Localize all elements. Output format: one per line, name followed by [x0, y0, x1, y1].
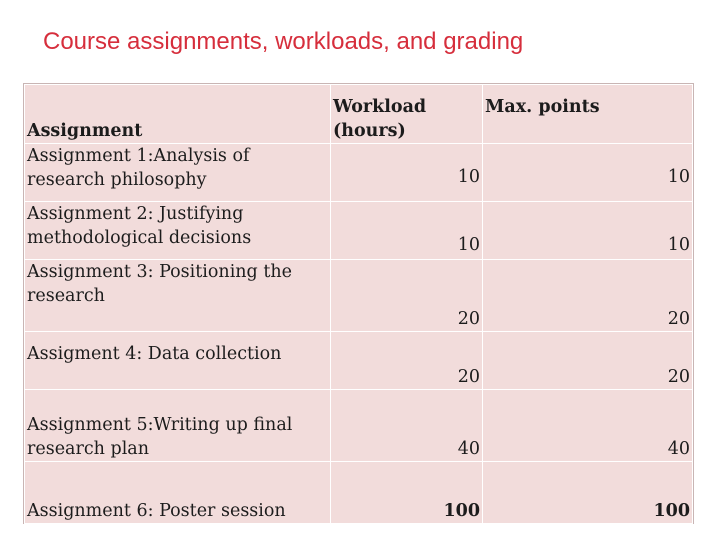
max-points-value: 20 [483, 332, 693, 390]
header-assignment: Assignment [25, 85, 331, 144]
max-points-value: 40 [483, 390, 693, 462]
table-row [25, 260, 693, 332]
workload-value: 40 [331, 390, 483, 462]
max-points-value: 10 [483, 202, 693, 260]
assignment-name: Assignment 2: Justifying methodological decisions [25, 202, 331, 260]
workload-value: 10 [331, 202, 483, 260]
table-row [25, 390, 693, 462]
assignment-name: Assignment 5:Writing up final research plan [25, 390, 331, 462]
max-points-value: 20 [483, 260, 693, 332]
max-points-value: 100 [483, 462, 693, 524]
workload-value: 10 [331, 144, 483, 202]
assignment-name: Assignment 3: Positioning the research [25, 260, 331, 332]
assignment-name: Assignment 1:Analysis of research philosophy [25, 144, 331, 202]
workload-value: 20 [331, 260, 483, 332]
table-row [25, 332, 693, 390]
assignment-name: Assigment 4: Data collection [25, 332, 331, 390]
table-row [25, 462, 693, 524]
slide-title: Course assignments, workloads, and grading [43, 28, 524, 55]
header-max-points: Max. points [483, 85, 693, 144]
assignment-name: Assignment 6: Poster session [25, 462, 331, 524]
table-header-row [25, 85, 693, 144]
assignments-grid [24, 84, 693, 524]
workload-value: 100 [331, 462, 483, 524]
table-row [25, 202, 693, 260]
header-workload: Workload (hours) [331, 85, 483, 144]
assignments-table [23, 83, 694, 524]
table-row [25, 144, 693, 202]
max-points-value: 10 [483, 144, 693, 202]
workload-value: 20 [331, 332, 483, 390]
